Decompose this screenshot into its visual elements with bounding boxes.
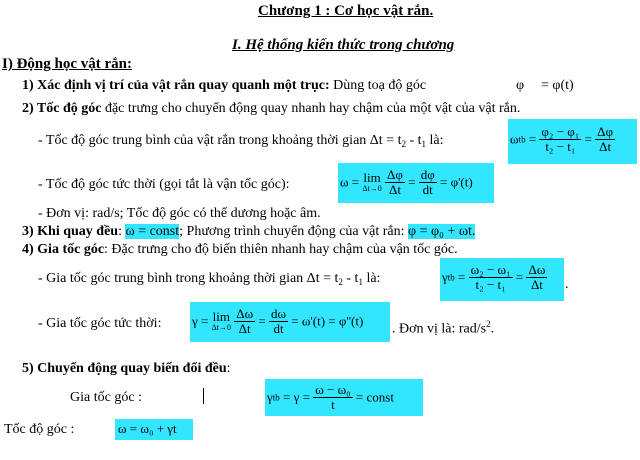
avg-speed-eq2: = — [584, 131, 592, 147]
item3-formula2: φ = φ₀ + ωt. — [408, 224, 476, 239]
avg-speed-text-b: là: — [426, 133, 444, 148]
item5-colon: : — [226, 361, 231, 376]
accel-formula — [267, 383, 394, 412]
item2-line — [22, 100, 520, 118]
avg-accel-formula: γtb = $\frac{\text{ω₂ − ω₁}}{\text{t₂ − t₁}}$ = $\frac{\Delta\omega}{\Delta t}$ — [442, 262, 546, 292]
accel-rhs: = const — [352, 389, 394, 405]
avg-speed-frac1 — [539, 125, 581, 154]
inst-accel-num: Δω — [236, 306, 254, 321]
avg-accel-text: - Gia tốc góc trung bình trong khoảng thời gian Δt = t — [38, 271, 339, 286]
unit-line: - Đơn vị: rad/s; Tốc độ góc có thể dương hoặc âm. — [38, 206, 321, 221]
item1-line — [22, 77, 426, 95]
inst-speed-den2: dt — [419, 182, 437, 197]
avg-accel-formula-box — [440, 258, 564, 301]
inst-speed-line: - Tốc độ góc tức thời (gọi tắt là vận tốc góc): — [38, 177, 290, 192]
avg-accel-sub1: 1 — [358, 277, 363, 287]
speed-line-label: Tốc độ góc : — [4, 422, 75, 437]
item1-formula-phi: φ — [516, 78, 525, 93]
item5-line — [22, 360, 231, 378]
avg-accel-num2: Δω — [528, 262, 546, 277]
inst-accel-lim — [211, 308, 231, 333]
avg-speed-den2: Δt — [595, 139, 615, 154]
avg-speed-sub2: 2 — [401, 139, 406, 149]
inst-speed-lhs: ω = — [340, 174, 363, 190]
avg-speed-mid: - t — [405, 133, 422, 148]
item2-text: đặc trưng cho chuyển động quay nhanh hay chậm của một vật của vật rắn. — [101, 101, 521, 116]
inst-accel-formula: γ = lim Δt→0 $\frac{\Delta\omega}{\Delta t}$ = $\frac{d\omega}{dt}$ = ω'(t) = φ''(t) — [192, 306, 364, 336]
avg-speed-sub1: 1 — [421, 139, 427, 149]
accel-lhs: γ — [267, 389, 273, 405]
inst-accel-unit-end: . — [490, 321, 495, 337]
chapter-title: Chương 1 : Cơ học vật rắn. — [258, 3, 434, 19]
accel-formula-box — [265, 379, 423, 416]
avg-accel-den2: Δt — [526, 277, 547, 292]
item3-colon: : — [118, 224, 122, 239]
item1-label: 1) Xác định vị trí của vật rắn quay quanh một trục: — [22, 78, 330, 93]
speed-formula-box — [115, 419, 193, 440]
item3-formula1: ω = const — [125, 224, 180, 239]
accel-num: ω − ω₀ — [315, 382, 351, 397]
avg-accel-lhs: γ — [442, 269, 448, 285]
avg-speed-line — [38, 132, 444, 153]
avg-speed-formula-box — [508, 119, 637, 164]
section-title: I. Hệ thống kiến thức trong chương — [232, 37, 455, 53]
avg-accel-sub2: 2 — [338, 277, 343, 287]
inst-accel-line: - Gia tốc góc tức thời: — [38, 316, 162, 331]
accel-lhs-sub: tb — [272, 392, 280, 403]
inst-speed-num2: dφ — [420, 167, 435, 182]
item1-formula-rest: = φ(t) — [541, 78, 574, 93]
inst-accel-rhs: = ω'(t) = φ''(t) — [291, 313, 364, 329]
item3-line — [22, 223, 475, 241]
item5-label: 5) Chuyển động quay biến đổi đều — [22, 361, 227, 376]
avg-speed-den: t₂ − t₁ — [539, 139, 581, 154]
avg-speed-eq: = — [528, 131, 537, 147]
avg-accel-den: t₂ − t₁ — [469, 277, 513, 292]
inst-speed-frac1 — [385, 168, 405, 197]
avg-accel-mid: - t — [342, 271, 359, 286]
inst-speed-frac2 — [419, 168, 437, 197]
inst-accel-num2: dω — [270, 306, 287, 321]
inst-accel-lim-sub: Δt→0 — [211, 322, 231, 332]
avg-speed-lhs-sub: tb — [518, 134, 526, 145]
item4-text: : Đặc trưng cho độ biến thiên nhanh hay chậm của vận tốc góc. — [104, 242, 458, 257]
avg-speed-num2: Δφ — [597, 124, 614, 139]
accel-frac — [313, 383, 352, 412]
item3-label: 3) Khi quay đều — [22, 224, 119, 239]
inst-accel-unit-sup: 2 — [486, 319, 491, 329]
inst-speed-formula: ω = lim Δt→0 $\frac{\Delta\varphi}{\Delta t}$ = $\frac{d\varphi}{dt}$ = φ'(t) — [340, 167, 473, 197]
inst-speed-num: Δφ — [387, 167, 403, 182]
inst-speed-rhs: = φ'(t) — [440, 174, 473, 190]
item2-label: 2) Tốc độ góc — [22, 101, 102, 116]
part1-heading — [2, 55, 132, 73]
avg-accel-line — [38, 270, 380, 291]
inst-speed-den: Δt — [385, 182, 405, 197]
inst-accel-frac1 — [234, 307, 255, 336]
inst-accel-frac2 — [269, 307, 288, 336]
inst-speed-lim-sub: Δt→0 — [362, 183, 382, 193]
item1-text: Dùng toạ độ góc — [329, 78, 427, 93]
avg-speed-num: φ₂ − φ₁ — [541, 124, 580, 139]
accel-mid: = γ = — [279, 389, 314, 405]
inst-accel-lim-text: lim — [212, 308, 230, 324]
inst-speed-lim-text: lim — [363, 169, 381, 185]
item3-text: ; Phương trình chuyển động của vật rắn: — [179, 224, 405, 239]
inst-accel-unit — [392, 315, 494, 339]
avg-accel-text-b: là: — [362, 271, 381, 286]
avg-accel-num: ω₂ − ω₁ — [470, 262, 511, 277]
avg-accel-lhs-sub: tb — [447, 272, 455, 283]
speed-formula: ω = ω₀ + γt — [118, 421, 177, 436]
inst-accel-unit-text: . Đơn vị là: rad/s — [392, 321, 487, 337]
avg-speed-lhs: ω — [510, 131, 519, 147]
inst-speed-formula-box — [338, 163, 494, 203]
avg-speed-text: - Tốc độ góc trung bình của vật rắn trong khoảng thời gian Δt = t — [38, 133, 402, 148]
avg-speed-formula — [510, 125, 615, 154]
avg-speed-frac2 — [595, 125, 615, 154]
inst-speed-lim — [362, 169, 382, 194]
accel-den: t — [313, 397, 352, 412]
item4-line — [22, 241, 458, 259]
inst-accel-den: Δt — [234, 321, 255, 336]
inst-accel-den2: dt — [269, 321, 288, 336]
inst-accel-formula-box — [190, 302, 390, 342]
text-cursor — [203, 388, 204, 404]
avg-accel-frac2 — [526, 263, 547, 292]
avg-accel-frac1 — [469, 263, 513, 292]
accel-line-label: Gia tốc góc : — [70, 390, 142, 405]
item4-label: 4) Gia tốc góc — [22, 242, 105, 257]
part1-heading-text: I) Động học vật rắn: — [2, 56, 132, 72]
inst-accel-lhs: γ = — [192, 313, 212, 329]
avg-accel-tail: . — [565, 277, 569, 292]
